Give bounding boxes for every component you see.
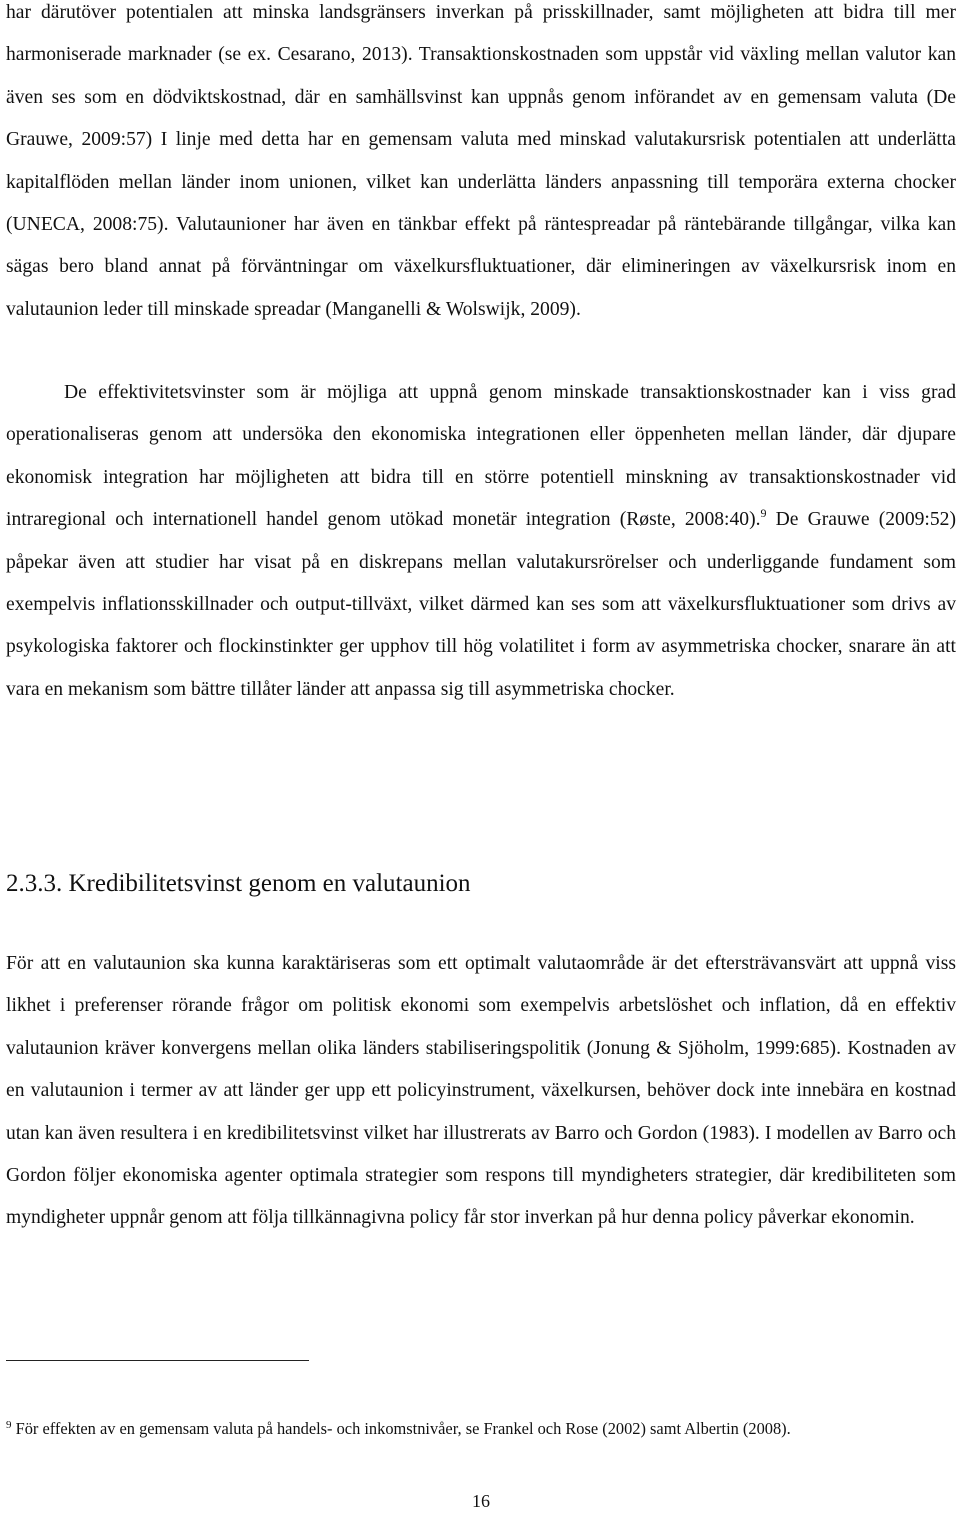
body-paragraph-3: För att en valutaunion ska kunna karaktäriseras som ett optimalt valutaområde är det eftersträvansvärt att uppnå viss likhet i preferenser rörande frågor om politisk ekonomi som exempelvis arbetslöshet och inflation, då en effektiv valutaunion kräver konvergens mellan olika länders stabiliseringspolitik (Jonung & Sjöholm, 1999:685). Kostnaden av en valutaunion i termer av att länder ger upp ett policyinstrument, växelkursen, behöver dock inte innebära en kostnad utan kan även resultera i en kredibilitetsvinst vilket har illustrerats av Barro och Gordon (1983). I modellen av Barro och Gordon följer ekonomiska agenter optimala strategier som respons till myndigheters strategier, där kredibiliteten som myndigheter uppnår genom att följa tillkännagivna policy får stor inverkan på hur denna policy påverkar ekonomin. <box>6 953 956 1229</box>
footnote-text: För effekten av en gemensam valuta på handels- och inkomstnivåer, se Frankel och Rose (2002) samt Albertin (2008). <box>11 1419 791 1438</box>
footnote-separator <box>6 1360 309 1361</box>
body-paragraph-2 <box>6 372 956 711</box>
footnote <box>6 1417 956 1441</box>
section-heading: 2.3.3. Kredibilitetsvinst genom en valutaunion <box>6 870 471 897</box>
paragraph-2-text-a: De effektivitetsvinster som är möjliga att uppnå genom minskade transaktionskostnader kan i viss grad operationaliseras genom att undersöka den ekonomiska integrationen eller öppenheten mellan länder, där djupare ekonomisk integration har möjligheten att bidra till en större potentiell minskning av transaktionskostnader vid intraregional och internationell handel genom utökad monetär integration (Røste, 2008:40). <box>6 382 956 531</box>
footnote-reference: 9 <box>760 506 767 521</box>
paragraph-2-text-b: De Grauwe (2009:52) påpekar även att studier har visat på en diskrepans mellan valutakursrörelser och underliggande fundament som exempelvis inflationsskillnader och output-tillväxt, vilket därmed kan ses som att växelkursfluktuationer som drivs av psykologiska faktorer och flockinstinkter ger upphov till hög volatilitet i form av asymmetriska chocker, snarare än att vara en mekanism som bättre tillåter länder att anpassa sig till asymmetriska chocker. <box>6 509 956 700</box>
page-number: 16 <box>472 1491 490 1511</box>
footnote-number: 9 <box>6 1419 12 1431</box>
body-paragraph-1: har därutöver potentialen att minska landsgränsers inverkan på prisskillnader, samt möjligheten att bidra till mer harmoniserade marknader (se ex. Cesarano, 2013). Transaktionskostnaden som uppstår vid växling mellan valutor kan även ses som en dödviktskostnad, där en samhällsvinst kan uppnås genom införandet av en gemensam valuta (De Grauwe, 2009:57) I linje med detta har en gemensam valuta med minskad valutakursrisk potentialen att underlätta kapitalflöden mellan länder inom unionen, vilket kan underlätta länders anpassning till temporära externa chocker (UNECA, 2008:75). Valutaunioner har även en tänkbar effekt på räntespreadar på räntebärande tillgångar, vilka kan sägas bero bland annat på förväntningar om växelkursfluktuationer, där elimineringen av växelkursrisk inom en valutaunion leder till minskade spreadar (Manganelli & Wolswijk, 2009). <box>6 2 956 320</box>
